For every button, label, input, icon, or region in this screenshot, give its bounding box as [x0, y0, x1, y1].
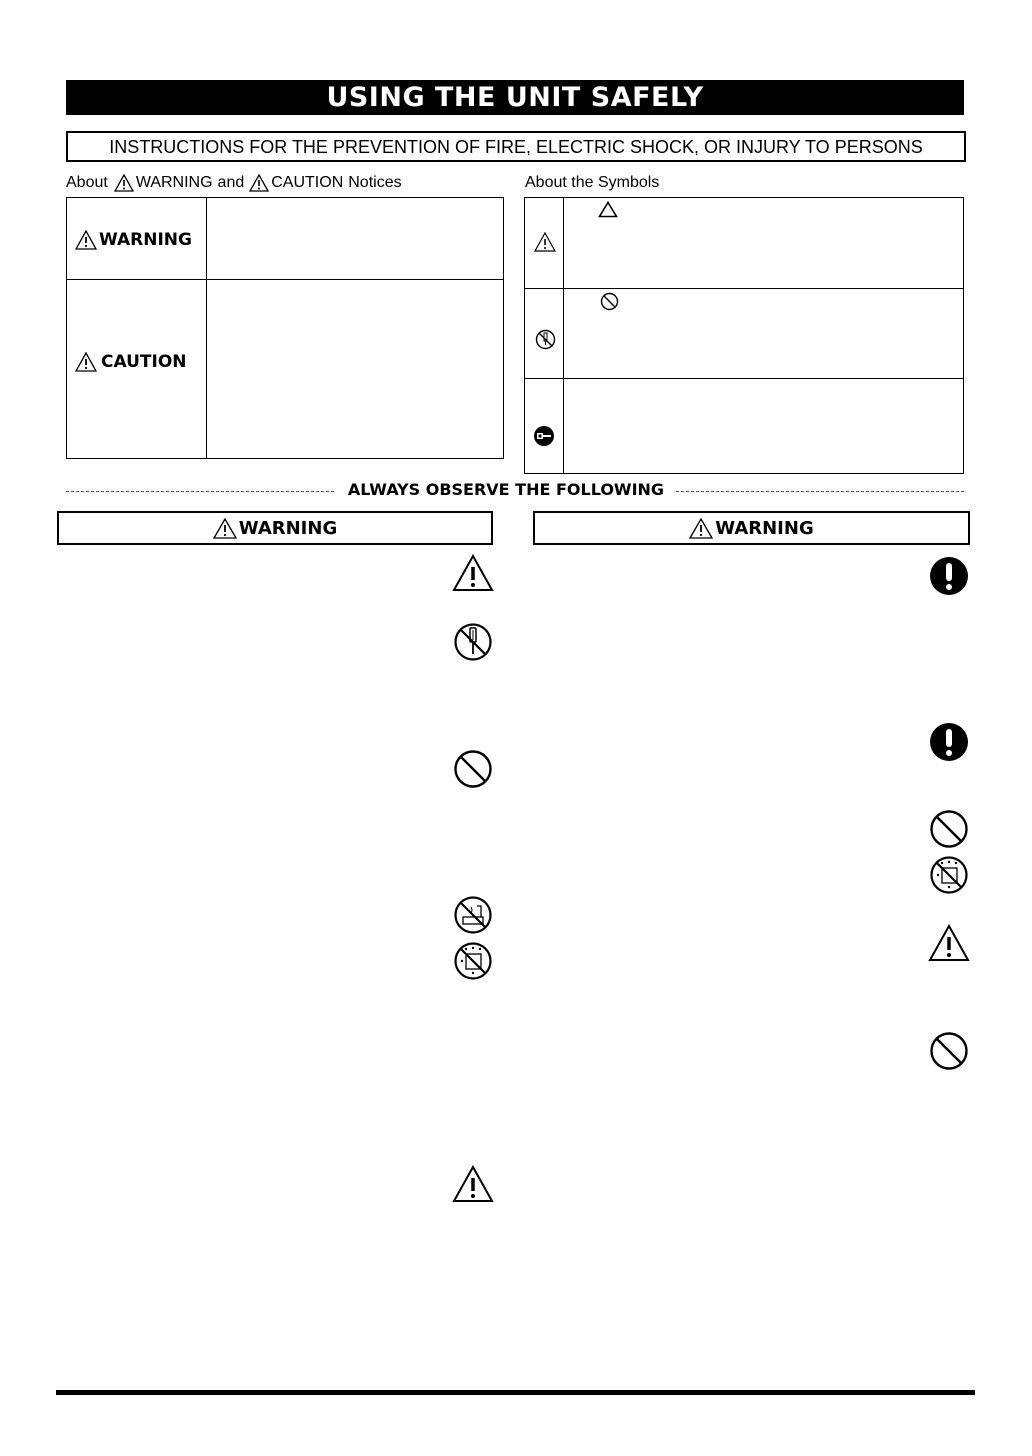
left-warning-header	[57, 511, 493, 545]
prohibited-icon	[929, 809, 969, 849]
symbols-table-divider	[563, 197, 564, 474]
warning-triangle-icon	[534, 232, 556, 252]
notices-heading	[66, 172, 402, 194]
prohibited-icon	[453, 749, 493, 789]
no-water-icon	[453, 941, 493, 981]
warning-triangle-icon	[75, 230, 97, 250]
notice-warning-text: WARNING	[99, 230, 192, 250]
warning-triangle-icon	[928, 924, 970, 962]
notices-table-divider	[206, 197, 207, 459]
warning-triangle-icon	[114, 174, 134, 192]
symbols-table	[524, 197, 964, 474]
always-observe-heading: ALWAYS OBSERVE THE FOLLOWING	[336, 480, 676, 502]
page-subtitle: INSTRUCTIONS FOR THE PREVENTION OF FIRE, ELECTRIC SHOCK, OR INJURY TO PERSONS	[66, 131, 966, 162]
no-water-icon	[929, 855, 969, 895]
notices-heading-warning: WARNING	[135, 174, 213, 191]
triangle-symbol-icon	[598, 201, 618, 218]
unplug-icon	[533, 425, 555, 447]
no-disassembly-icon	[535, 329, 556, 350]
prohibited-icon	[929, 1031, 969, 1071]
notice-caution-text: CAUTION	[101, 352, 187, 372]
notice-warning-label	[75, 229, 192, 251]
right-warning-header	[533, 511, 970, 545]
warning-triangle-icon	[75, 352, 97, 372]
warning-triangle-icon	[213, 518, 237, 539]
warning-triangle-icon	[452, 1165, 494, 1203]
notices-table-row-divider	[66, 279, 504, 280]
warning-triangle-icon	[249, 174, 269, 192]
warning-triangle-icon	[689, 518, 713, 539]
symbols-table-row-divider	[524, 288, 964, 289]
page-title: USING THE UNIT SAFELY	[66, 80, 964, 115]
no-heat-icon	[453, 895, 493, 935]
warning-triangle-icon	[452, 554, 494, 592]
symbols-table-row-divider	[524, 378, 964, 379]
no-disassembly-icon	[453, 622, 493, 662]
prohibited-icon	[600, 292, 619, 311]
notices-heading-prefix: About	[66, 174, 108, 191]
right-warning-header-text: WARNING	[715, 517, 814, 539]
mandatory-icon	[929, 556, 969, 596]
notice-caution-label	[75, 351, 187, 373]
left-warning-header-text: WARNING	[238, 517, 338, 539]
notices-heading-caution: CAUTION	[271, 174, 344, 191]
mandatory-icon	[929, 722, 969, 762]
symbols-heading: About the Symbols	[525, 174, 660, 191]
notices-heading-and: and	[217, 174, 245, 191]
footer-rule	[56, 1390, 975, 1395]
notices-heading-suffix: Notices	[348, 174, 402, 191]
